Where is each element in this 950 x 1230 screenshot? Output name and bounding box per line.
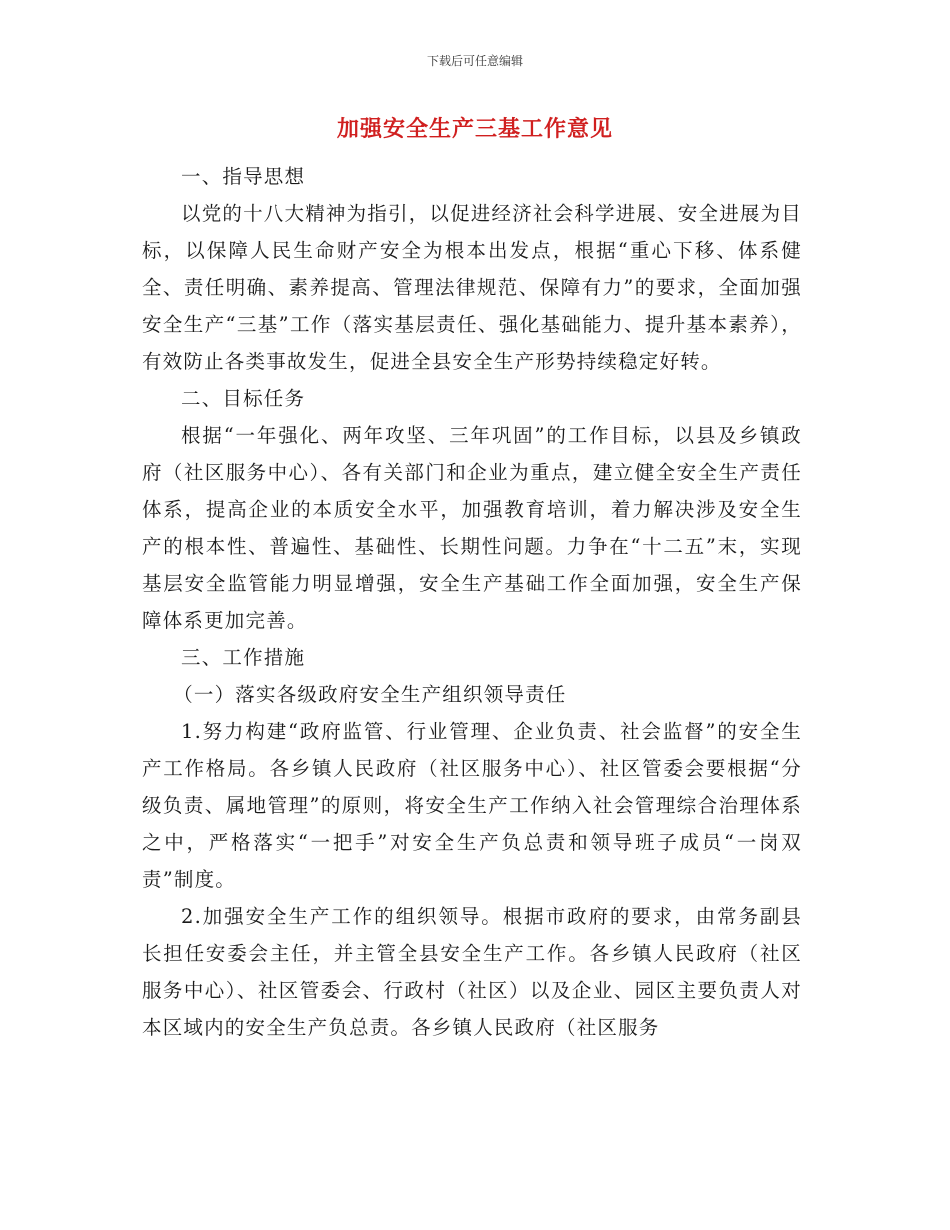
section-heading: 一、指导思想 — [181, 165, 306, 188]
paragraph: 1.努力构建“政府监管、行业管理、企业负责、社会监督”的安全生产工作格局。各乡镇人民政府（社区服务中心）、社区管委会要根据“分级负责、属地管理”的原则，将安全生产工作纳入社会管理综合治理体系之中，严格落实“一把手”对安全生产负总责和领导班子成员“一岗双责”制度。 — [142, 720, 802, 891]
section-heading: 三、工作措施 — [181, 646, 306, 669]
paragraph: 以党的十八大精神为指引，以促进经济社会科学进展、安全进展为目标，以保障人民生命财产安全为根本出发点，根据“重心下移、体系健全、责任明确、素养提高、管理法律规范、保障有力”的要求，全面加强安全生产“三基”工作（落实基层责任、强化基础能力、提升基本素养），有效防止各类事故发生，促进全县安全生产形势持续稳定好转。 — [142, 202, 803, 373]
subsection-heading: （一）落实各级政府安全生产组织领导责任 — [173, 683, 567, 706]
paragraph: 根据“一年强化、两年攻坚、三年巩固”的工作目标，以县及乡镇政府（社区服务中心）、各有关部门和企业为重点，建立健全安全生产责任体系，提高企业的本质安全水平，加强教育培训，着力解决涉及安全生产的根本性、普遍性、基础性、长期性问题。力争在“十二五”末，实现基层安全监管能力明显增强，安全生产基础工作全面加强，安全生产保障体系更加完善。 — [142, 424, 802, 632]
header-note: 下载后可任意编辑 — [426, 54, 523, 68]
paragraph: 2.加强安全生产工作的组织领导。根据市政府的要求，由常务副县长担任安委会主任，并主管全县安全生产工作。各乡镇人民政府（社区服务中心）、社区管委会、行政村（社区）以及企业、园区主要负责人对本区域内的安全生产负总责。各乡镇人民政府（社区服务 — [142, 905, 802, 1039]
section-heading: 二、目标任务 — [181, 387, 306, 410]
document-body — [142, 158, 802, 1046]
document-title: 加强安全生产三基工作意见 — [336, 116, 613, 142]
